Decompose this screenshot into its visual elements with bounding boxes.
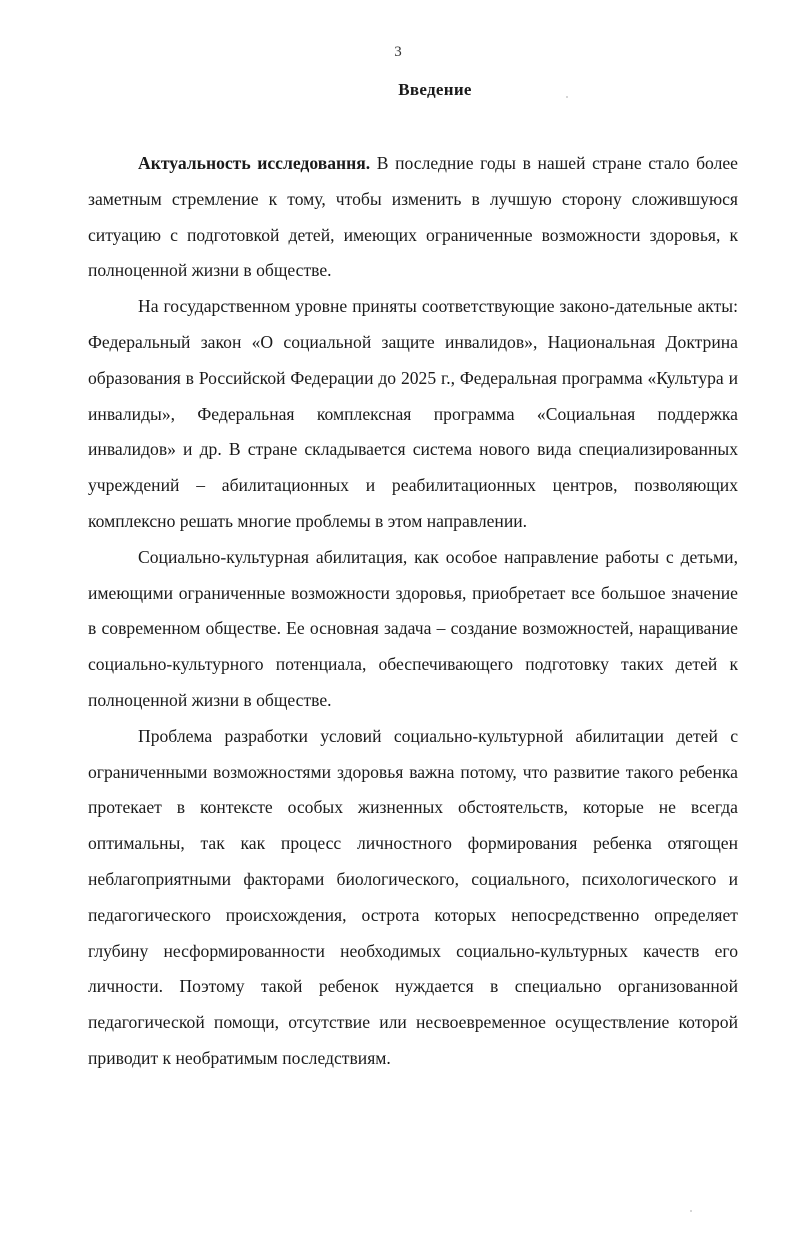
paragraph-1 [88,146,738,289]
scan-speck [690,1210,692,1212]
paragraph-4: Проблема разработки условий социально-культурной абилитации детей с ограниченными возможностями здоровья важна потому, что развитие такого ребенка протекает в контексте особых жизненных обстоятельств, которые не всегда оптимальны, так как процесс личностного формирования ребенка отягощен неблагоприятными факторами биологического, социального, психологического и педагогического происхождения, острота которых непосредственно определяет глубину несформированности необходимых социально-культурных качеств его личности. Поэтому такой ребенок нуждается в специально организованной педагогической помощи, отсутствие или несвоевременное осуществление которой приводит к необратимым последствиям. [88,725,738,1068]
body-text [88,146,738,1077]
section-heading: Введение [398,80,472,99]
paragraph-3: Социально-культурная абилитация, как особое направление работы с детьми, имеющими ограниченные возможности здоровья, приобретает все большое значение в современном обществе. Ее основная задача – создание возможностей, наращивание социально-культурного потенциала, обеспечивающего подготовку таких детей к полноценной жизни в обществе. [88,546,738,710]
paragraph-2: На государственном уровне приняты соответствующие законо-дательные акты: Федеральный закон «О социальной защите инвалидов», Национальная Доктрина образования в Российской Федерации до 2025 г., Федеральная программа «Культура и инвалиды», Федеральная комплексная программа «Социальная поддержка инвалидов» и др. В стране складывается система нового вида специализированных учреждений – абилитационных и реабилитационных центров, позволяющих комплексно решать многие проблемы в этом направлении. [88,296,738,531]
paragraph-1-lead: Актуальность исследовання. [138,153,371,173]
page-number: 3 [394,44,402,60]
paragraph-1-text: В последние годы в нашей стране стало более заметным стремление к тому, чтобы изменить в лучшую сторону сложившуюся ситуацию с подготовкой детей, имеющих ограниченные возможности здоровья, к полноценной жизни в обществе. [88,153,738,281]
scan-speck [566,96,568,98]
